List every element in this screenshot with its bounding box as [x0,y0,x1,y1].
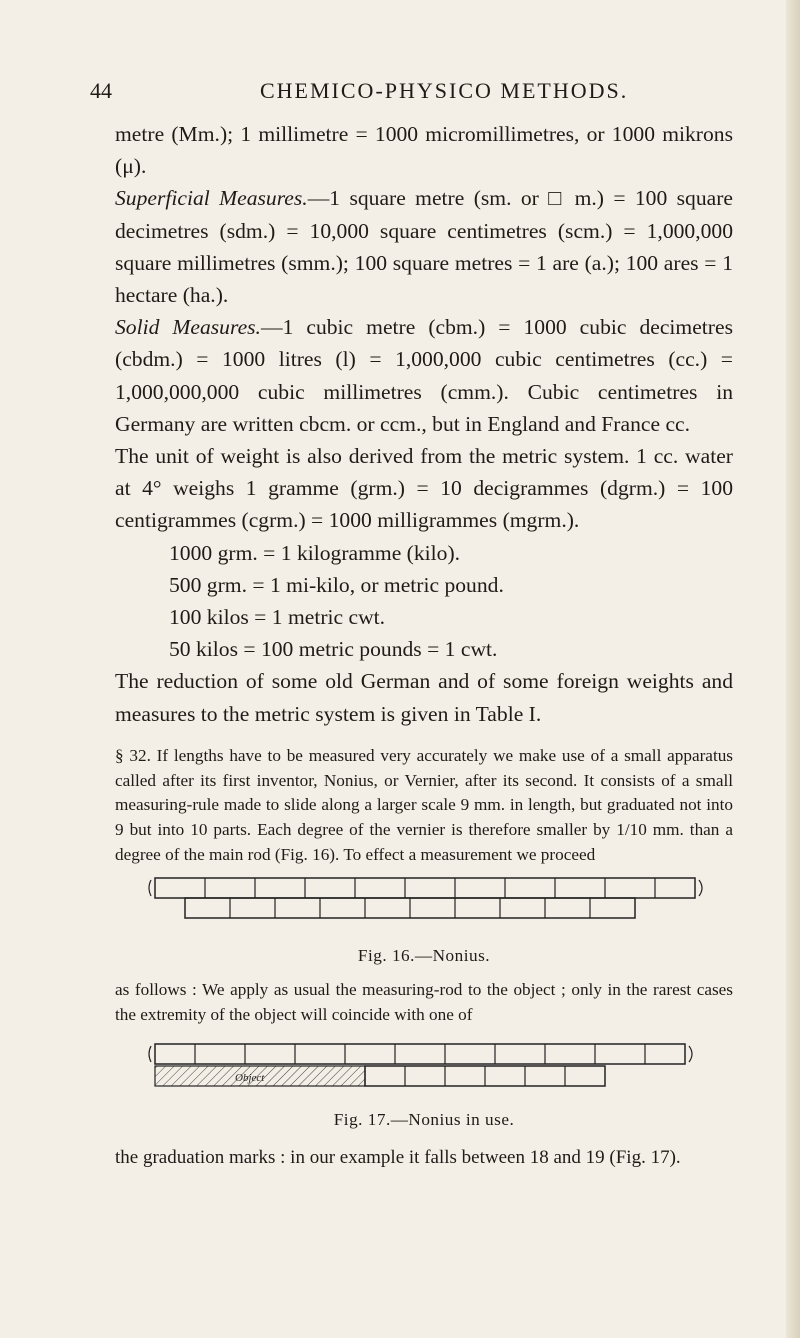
solid-text: —1 cubic metre (cbm.) = 1000 cubic decimetres (cbdm.) = 1000 litres (l) = 1,000,000 cubic centimetres (cc.) = 1,000,000,000 cubic millimetres (cmm.). Cubic centimetres in Germany are written cbcm. or ccm., but in England and France cc. [115,315,733,436]
equivalent-4: 50 kilos = 100 metric pounds = 1 cwt. [169,637,498,662]
object-label: Object [235,1071,265,1084]
paragraph-reduction: The reduction of some old German and of some foreign weights and measures to the metric system is given in Table I. [115,669,733,726]
page-body [115,118,733,1172]
figure-16-caption: Fig. 16.—Nonius. [357,945,491,965]
paragraph-as-follows: as follows : We apply as usual the measuring-rod to the object ; only in the rarest cases the extremity of the object will coincide with one of [115,980,733,1024]
subhead-solid: Solid Measures. [115,315,261,340]
paragraph-graduation: the graduation marks : in our example it falls between 18 and 19 (Fig. 17). [115,1146,681,1168]
section-32-continued [115,978,733,1028]
superficial-text: —1 square metre (sm. or □ m.) = 100 square decimetres (sdm.) = 10,000 square centimetres (scm.) = 1,000,000 square millimetres (smm.); 100 square metres = 1 are (a.); 100 ares = 1 hectare (ha.). [115,186,733,308]
paragraph-weight: The unit of weight is also derived from the metric system. 1 cc. water at 4° weighs 1 gramme (grm.) = 10 decigrammes (dgrm.) = 100 centigrammes (cgrm.) = 1000 milligrammes (mgrm.). [115,444,733,533]
nonius-in-use-diagram [115,1040,715,1100]
equivalent-3: 100 kilos = 1 metric cwt. [169,605,386,630]
equivalent-1: 1000 grm. = 1 kilogramme (kilo). [169,540,461,565]
section-32 [115,744,733,868]
running-head: CHEMICO-PHYSICO METHODS. [260,78,629,103]
page-header [90,78,720,108]
figure-17-caption: Fig. 17.—Nonius in use. [333,1109,515,1129]
figure-17 [115,1040,733,1102]
paragraph-1: metre (Mm.); 1 millimetre = 1000 micromillimetres, or 1000 mikrons (μ). [115,122,733,179]
nonius-diagram [115,876,715,932]
page-number: 44 [90,78,112,103]
page-edge [786,0,800,1338]
section-32-end [115,1144,733,1172]
subhead-superficial: Superficial Measures. [115,186,308,211]
figure-16 [115,876,733,936]
paragraph-solid [115,311,733,440]
weight-equivalents [115,537,733,666]
equivalent-2: 500 grm. = 1 mi-kilo, or metric pound. [169,572,504,597]
paragraph-nonius: § 32. If lengths have to be measured very accurately we make use of a small apparatus called after its first inventor, Nonius, or Vernier, after its second. It consists of a small measuring-rule made to slide along a larger scale 9 mm. in length, but graduated not into 9 but into 10 parts. Each degree of the vernier is therefore smaller by 1/10 mm. than a degree of the main rod (Fig. 16). To effect a measurement we proceed [115,745,733,865]
paragraph-superficial [115,182,733,311]
